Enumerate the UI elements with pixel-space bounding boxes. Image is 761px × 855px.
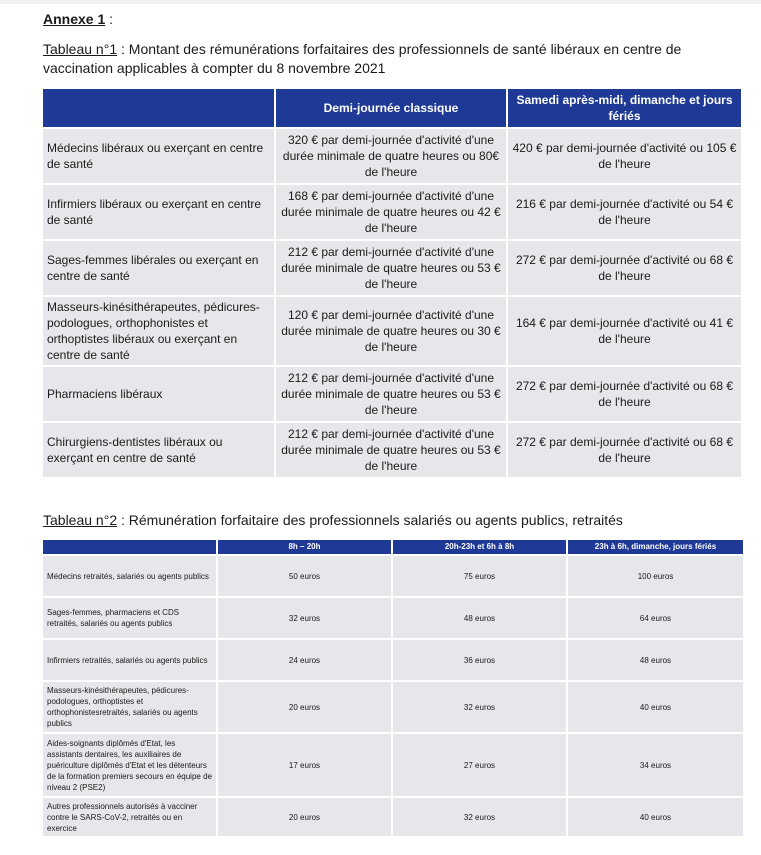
tableau1-demi-journee-value: 168 € par demi-journée d'activité d'une durée minimale de quatre heures ou 42 € de l'heure — [276, 185, 506, 239]
tableau1-caption-label: Tableau n°1 — [43, 41, 118, 57]
tableau2-profession: Médecins retraités, salariés ou agents publics — [43, 556, 216, 596]
table-row — [43, 185, 741, 239]
tableau2-profession: Autres professionnels autorisés à vacciner contre le SARS-CoV-2, retraités ou en exercice — [43, 798, 216, 836]
table-row — [43, 682, 743, 732]
tableau1-profession: Chirurgiens-dentistes libéraux ou exerçant en centre de santé — [43, 423, 274, 477]
tableau2-value-20h-8h: 32 euros — [393, 798, 566, 836]
tableau1-weekend-value: 272 € par demi-journée d'activité ou 68 € de l'heure — [508, 241, 741, 295]
tableau2-profession: Aides-soignants diplômés d'Etat, les assistants dentaires, les auxiliaires de puériculture diplômés d'Etat et les détenteurs de la formation premiers secours en équipe de niveau 2 (PSE2) — [43, 734, 216, 796]
tableau2-table — [41, 538, 745, 838]
tableau1-demi-journee-value: 212 € par demi-journée d'activité d'une durée minimale de quatre heures ou 53 € de l'heure — [276, 367, 506, 421]
table-row — [43, 640, 743, 680]
tableau1-demi-journee-value: 120 € par demi-journée d'activité d'une durée minimale de quatre heures ou 30 € de l'heure — [276, 297, 506, 365]
tableau1-caption — [43, 40, 743, 78]
table-row — [43, 798, 743, 836]
tableau2-header-8h-20h: 8h – 20h — [218, 540, 391, 554]
table-row — [43, 241, 741, 295]
tableau1-header-weekend: Samedi après-midi, dimanche et jours fériés — [508, 89, 741, 127]
annexe-suffix: : — [105, 11, 114, 27]
annexe-heading — [43, 11, 113, 27]
table-row — [43, 423, 741, 477]
annexe-label: Annexe 1 — [43, 11, 106, 27]
tableau1-weekend-value: 272 € par demi-journée d'activité ou 68 € de l'heure — [508, 423, 741, 477]
tableau2-value-20h-8h: 32 euros — [393, 682, 566, 732]
table-row — [43, 129, 741, 183]
tableau2-value-8h-20h: 24 euros — [218, 640, 391, 680]
tableau2-value-nuit-feries: 34 euros — [568, 734, 743, 796]
table-row — [43, 734, 743, 796]
tableau2-value-8h-20h: 50 euros — [218, 556, 391, 596]
tableau2-header-20h-8h: 20h-23h et 6h à 8h — [393, 540, 566, 554]
tableau2-value-8h-20h: 17 euros — [218, 734, 391, 796]
tableau2-profession: Masseurs-kinésithérapeutes, pédicures-podologues, orthoptistes et orthophonistesretraités, salariés ou agents publics — [43, 682, 216, 732]
tableau1-demi-journee-value: 212 € par demi-journée d'activité d'une durée minimale de quatre heures ou 53 € de l'heure — [276, 423, 506, 477]
table-row — [43, 297, 741, 365]
tableau2-header-nuit-feries: 23h à 6h, dimanche, jours fériés — [568, 540, 743, 554]
tableau2-value-nuit-feries: 40 euros — [568, 798, 743, 836]
tableau1-table — [41, 87, 743, 479]
tableau2-profession: Sages-femmes, pharmaciens et CDS retraités, salariés ou agents publics — [43, 598, 216, 638]
tableau2-value-20h-8h: 75 euros — [393, 556, 566, 596]
tableau2-value-20h-8h: 36 euros — [393, 640, 566, 680]
tableau1-profession: Infirmiers libéraux ou exerçant en centre de santé — [43, 185, 274, 239]
tableau2-value-nuit-feries: 40 euros — [568, 682, 743, 732]
tableau2-caption-text: : Rémunération forfaitaire des professionnels salariés ou agents publics, retraités — [117, 512, 623, 528]
tableau2-caption — [43, 511, 743, 530]
tableau2-caption-label: Tableau n°2 — [43, 512, 118, 528]
tableau2-value-nuit-feries: 64 euros — [568, 598, 743, 638]
tableau1-header-demi-journee: Demi-journée classique — [276, 89, 506, 127]
tableau1-demi-journee-value: 320 € par demi-journée d'activité d'une durée minimale de quatre heures ou 80€ de l'heure — [276, 129, 506, 183]
tableau2-value-8h-20h: 32 euros — [218, 598, 391, 638]
table-row — [43, 598, 743, 638]
top-border — [0, 0, 761, 4]
table-row — [43, 556, 743, 596]
tableau2-value-20h-8h: 27 euros — [393, 734, 566, 796]
tableau1-profession: Médecins libéraux ou exerçant en centre de santé — [43, 129, 274, 183]
tableau1-profession: Sages-femmes libérales ou exerçant en centre de santé — [43, 241, 274, 295]
tableau2-profession: Infirmiers retraités, salariés ou agents publics — [43, 640, 216, 680]
tableau1-weekend-value: 216 € par demi-journée d'activité ou 54 € de l'heure — [508, 185, 741, 239]
tableau1-profession: Pharmaciens libéraux — [43, 367, 274, 421]
tableau2-header-row — [43, 540, 743, 554]
tableau2-value-20h-8h: 48 euros — [393, 598, 566, 638]
tableau2-header-blank — [43, 540, 216, 554]
tableau1-header-blank — [43, 89, 274, 127]
tableau1-weekend-value: 420 € par demi-journée d'activité ou 105 € de l'heure — [508, 129, 741, 183]
tableau1-weekend-value: 272 € par demi-journée d'activité ou 68 € de l'heure — [508, 367, 741, 421]
tableau1-caption-text: : Montant des rémunérations forfaitaires des professionnels de santé libéraux en centre de vaccination applicables à compter du 8 novembre 2021 — [43, 41, 682, 76]
tableau1-demi-journee-value: 212 € par demi-journée d'activité d'une durée minimale de quatre heures ou 53 € de l'heure — [276, 241, 506, 295]
tableau1-profession: Masseurs-kinésithérapeutes, pédicures-podologues, orthophonistes et orthoptistes libéraux ou exerçant en centre de santé — [43, 297, 274, 365]
tableau2-value-nuit-feries: 100 euros — [568, 556, 743, 596]
tableau2-value-nuit-feries: 48 euros — [568, 640, 743, 680]
table-row — [43, 367, 741, 421]
tableau1-weekend-value: 164 € par demi-journée d'activité ou 41 € de l'heure — [508, 297, 741, 365]
tableau2-value-8h-20h: 20 euros — [218, 798, 391, 836]
tableau2-value-8h-20h: 20 euros — [218, 682, 391, 732]
tableau1-header-row — [43, 89, 741, 127]
